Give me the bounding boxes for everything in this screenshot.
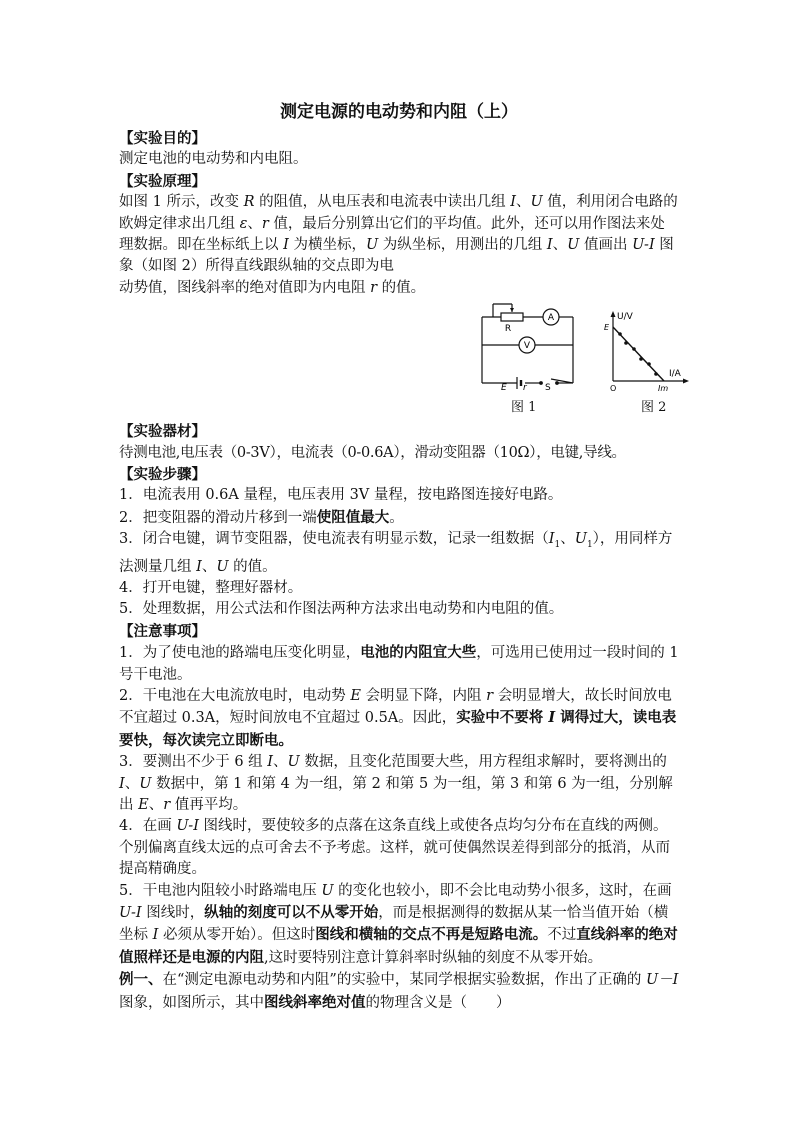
equipment-text: 待测电池,电压表（0-3V），电流表（0-0.6A），滑动变阻器（10Ω），电键,导线。 (119, 444, 626, 461)
short-circuit-current-label: Im (658, 384, 669, 394)
page-title: 测定电源的电动势和内阻（上） (280, 102, 518, 122)
principle-text: 如图 1 所示，改变 R 的阻值，从电压表和电流表中读出几组 I、U 值，利用闭合电路的欧姆定律求出几组 ε、r 值，最后分别算出它们的平均值。此外，还可以用作图法来处理数据。即在坐标纸上以 I 为横坐标，U 为纵坐标，用测出的几组 I、U 值画出 U-I 图象（如图 2）所得直线跟纵轴的交点即为电 动势值，图线斜率的绝对值即为内电阻 r 的值。 (119, 194, 678, 296)
switch-label: S (545, 383, 551, 392)
note-2: 2．干电池在大电流放电时，电动势 E 会明显下降，内阻 r 会明显增大，故长时间放电不宜超过 0.3A，短时间放电不宜超过 0.5A。因此，实验中不要将 I 调得过大，读电表要快，每次读完立即断电。 (119, 688, 677, 749)
section-notes: 【注意事项】 (119, 622, 206, 640)
ui-graph (601, 309, 691, 393)
example-1: 例一、在“测定电源电动势和内阻”的实验中，某同学根据实验数据，作出了正确的 U－I 图象，如图所示，其中图线斜率绝对值的物理含义是（ ） (119, 971, 679, 1011)
emf-intercept-label: E (604, 323, 610, 333)
note-1: 1．为了使电池的路端电压变化明显，电池的内阻宜大些，可选用已使用过一段时间的 1 号干电池。 (119, 644, 679, 683)
note-5: 5．干电池内阻较小时路端电压 U 的变化也较小，即不会比电动势小很多，这时，在画 U-I 图线时，纵轴的刻度可以不从零开始，而是根据测得的数据从某一恰当值开始（横坐标 I 必须从零开始）。但这时图线和横轴的交点不再是短路电流。不过直线斜率的绝对值照样还是电源的内阻,这时要特别注意计算斜率时纵轴的刻度不从零开始。 (119, 882, 678, 966)
figure-2-caption: 图 2 (641, 400, 667, 416)
step-3: 3．闭合电键，调节变阻器，使电流表有明显示数，记录一组数据（$I_1$、$U_1$），用同样方法测量几组 I、U 的值。 (119, 531, 673, 575)
circuit-diagram (479, 299, 579, 391)
x-axis-label: I/A (669, 369, 681, 380)
y-axis-label: U/V (617, 312, 633, 323)
voltmeter-label: V (523, 341, 531, 352)
step-1: 1．电流表用 0.6A 量程，电压表用 3V 量程，按电路图连接好电路。 (119, 487, 563, 504)
internal-resistance-label: r (523, 383, 527, 392)
purpose-text: 测定电池的电动势和内电阻。 (119, 151, 308, 168)
figure-row (119, 299, 679, 421)
step-2: 2．把变阻器的滑动片移到一端使阻值最大。 (119, 508, 404, 526)
emf-label: E (501, 383, 507, 392)
figure-1-caption: 图 1 (511, 400, 537, 416)
section-steps: 【实验步骤】 (119, 466, 206, 484)
document-page (119, 100, 679, 1014)
origin-label: O (610, 384, 617, 394)
ammeter-label: A (547, 313, 555, 324)
section-purpose: 【实验目的】 (119, 130, 206, 147)
section-principle: 【实验原理】 (119, 172, 206, 190)
step-5: 5．处理数据，用公式法和作图法两种方法求出电动势和内电阻的值。 (119, 601, 564, 618)
step-4: 4．打开电键，整理好器材。 (119, 579, 303, 596)
note-4: 4．在画 U-I 图线时，要使较多的点落在这条直线上或使各点均匀分布在直线的两侧。个别偏离直线太远的点可舍去不予考虑。这样，就可使偶然误差得到部分的抵消，从而提高精确度。 (119, 818, 670, 878)
resistor-label: R (504, 324, 512, 335)
section-equipment: 【实验器材】 (119, 423, 206, 441)
note-3: 3．要测出不少于 6 组 I、U 数据，且变化范围要大些，用方程组求解时，要将测出的 I、U 数据中，第 1 和第 4 为一组，第 2 和第 5 为一组，第 3 和第 6 为一组，分别解出 E、r 值再平均。 (119, 754, 673, 814)
